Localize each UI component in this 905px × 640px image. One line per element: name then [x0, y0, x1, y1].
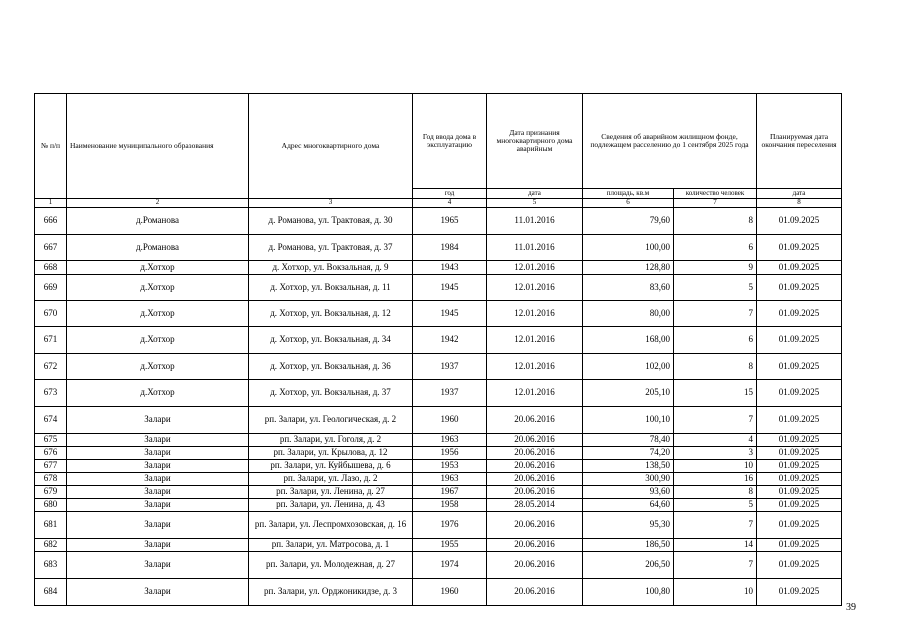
date-cell: 11.01.2016: [487, 208, 583, 235]
year-cell: 1937: [413, 380, 487, 407]
municipality-cell: д.Хотхор: [67, 275, 249, 301]
header-municipality: Наименование муниципального образования: [67, 94, 249, 199]
planned-date-cell: 01.09.2025: [757, 579, 842, 606]
municipality-cell: д.Хотхор: [67, 327, 249, 354]
people-cell: 8: [674, 208, 757, 235]
housing-table: [34, 93, 842, 606]
planned-date-cell: 01.09.2025: [757, 539, 842, 552]
column-number: 5: [487, 199, 583, 208]
address-cell: рп. Залари, ул. Матросова, д. 1: [249, 539, 413, 552]
people-cell: 5: [674, 499, 757, 512]
row-number: 680: [35, 499, 67, 512]
people-cell: 15: [674, 380, 757, 407]
planned-date-cell: 01.09.2025: [757, 460, 842, 473]
row-number: 675: [35, 434, 67, 447]
planned-date-cell: 01.09.2025: [757, 380, 842, 407]
address-cell: рп. Залари, ул. Ленина, д. 27: [249, 486, 413, 499]
area-cell: 300,90: [583, 473, 674, 486]
year-cell: 1943: [413, 261, 487, 275]
table-row: [35, 380, 842, 407]
area-cell: 100,10: [583, 407, 674, 434]
address-cell: д. Хотхор, ул. Вокзальная, д. 37: [249, 380, 413, 407]
area-cell: 138,50: [583, 460, 674, 473]
area-cell: 78,40: [583, 434, 674, 447]
unit-plan-date: дата: [757, 189, 842, 199]
table-row: [35, 407, 842, 434]
table-row: [35, 512, 842, 539]
municipality-cell: д.Хотхор: [67, 354, 249, 380]
date-cell: 20.06.2016: [487, 579, 583, 606]
unit-area: площадь, кв.м: [583, 189, 674, 199]
date-cell: 12.01.2016: [487, 301, 583, 327]
people-cell: 7: [674, 512, 757, 539]
year-cell: 1945: [413, 301, 487, 327]
table-row: [35, 208, 842, 235]
address-cell: рп. Залари, ул. Куйбышева, д. 6: [249, 460, 413, 473]
date-cell: 12.01.2016: [487, 380, 583, 407]
people-cell: 7: [674, 407, 757, 434]
year-cell: 1965: [413, 208, 487, 235]
unit-year: год: [413, 189, 487, 199]
planned-date-cell: 01.09.2025: [757, 473, 842, 486]
area-cell: 100,00: [583, 235, 674, 261]
header-address: Адрес многоквартирного дома: [249, 94, 413, 199]
planned-date-cell: 01.09.2025: [757, 327, 842, 354]
page-number: 39: [846, 602, 856, 613]
table-row: [35, 301, 842, 327]
year-cell: 1945: [413, 275, 487, 301]
address-cell: рп. Залари, ул. Ленина, д. 43: [249, 499, 413, 512]
table-row: [35, 275, 842, 301]
column-number: 4: [413, 199, 487, 208]
planned-date-cell: 01.09.2025: [757, 552, 842, 579]
date-cell: 20.06.2016: [487, 473, 583, 486]
date-cell: 12.01.2016: [487, 354, 583, 380]
year-cell: 1956: [413, 447, 487, 460]
people-cell: 6: [674, 327, 757, 354]
date-cell: 20.06.2016: [487, 539, 583, 552]
column-number-row: [35, 199, 842, 208]
header-emergency-date: Дата признания многоквартирного дома аварийным: [487, 94, 583, 189]
municipality-cell: Залари: [67, 434, 249, 447]
address-cell: рп. Залари, ул. Геологическая, д. 2: [249, 407, 413, 434]
unit-date: дата: [487, 189, 583, 199]
people-cell: 3: [674, 447, 757, 460]
municipality-cell: Залари: [67, 447, 249, 460]
unit-people: количество человек: [674, 189, 757, 199]
row-number: 672: [35, 354, 67, 380]
municipality-cell: д.Романова: [67, 235, 249, 261]
area-cell: 93,60: [583, 486, 674, 499]
planned-date-cell: 01.09.2025: [757, 208, 842, 235]
date-cell: 12.01.2016: [487, 261, 583, 275]
table-row: [35, 473, 842, 486]
year-cell: 1953: [413, 460, 487, 473]
date-cell: 20.06.2016: [487, 512, 583, 539]
area-cell: 168,00: [583, 327, 674, 354]
area-cell: 128,80: [583, 261, 674, 275]
table-row: [35, 486, 842, 499]
municipality-cell: Залари: [67, 539, 249, 552]
row-number: 679: [35, 486, 67, 499]
area-cell: 64,60: [583, 499, 674, 512]
area-cell: 100,80: [583, 579, 674, 606]
municipality-cell: Залари: [67, 579, 249, 606]
date-cell: 20.06.2016: [487, 407, 583, 434]
date-cell: 20.06.2016: [487, 486, 583, 499]
table-row: [35, 354, 842, 380]
year-cell: 1963: [413, 473, 487, 486]
municipality-cell: Залари: [67, 499, 249, 512]
date-cell: 20.06.2016: [487, 552, 583, 579]
planned-date-cell: 01.09.2025: [757, 275, 842, 301]
row-number: 677: [35, 460, 67, 473]
municipality-cell: д.Романова: [67, 208, 249, 235]
address-cell: рп. Залари, ул. Крылова, д. 12: [249, 447, 413, 460]
year-cell: 1942: [413, 327, 487, 354]
row-number: 676: [35, 447, 67, 460]
area-cell: 205,10: [583, 380, 674, 407]
row-number: 670: [35, 301, 67, 327]
date-cell: 20.06.2016: [487, 447, 583, 460]
planned-date-cell: 01.09.2025: [757, 512, 842, 539]
people-cell: 4: [674, 434, 757, 447]
row-number: 684: [35, 579, 67, 606]
planned-date-cell: 01.09.2025: [757, 301, 842, 327]
municipality-cell: Залари: [67, 486, 249, 499]
municipality-cell: Залари: [67, 552, 249, 579]
planned-date-cell: 01.09.2025: [757, 261, 842, 275]
row-number: 674: [35, 407, 67, 434]
table-row: [35, 235, 842, 261]
address-cell: д. Романова, ул. Трактовая, д. 37: [249, 235, 413, 261]
people-cell: 10: [674, 460, 757, 473]
municipality-cell: д.Хотхор: [67, 301, 249, 327]
date-cell: 28.05.2014: [487, 499, 583, 512]
year-cell: 1960: [413, 407, 487, 434]
header-num: № п/п: [35, 94, 67, 199]
people-cell: 7: [674, 552, 757, 579]
year-cell: 1976: [413, 512, 487, 539]
table-body: [35, 208, 842, 606]
table-row: [35, 434, 842, 447]
row-number: 668: [35, 261, 67, 275]
table-row: [35, 261, 842, 275]
year-cell: 1984: [413, 235, 487, 261]
area-cell: 102,00: [583, 354, 674, 380]
address-cell: д. Хотхор, ул. Вокзальная, д. 12: [249, 301, 413, 327]
date-cell: 11.01.2016: [487, 235, 583, 261]
planned-date-cell: 01.09.2025: [757, 499, 842, 512]
area-cell: 83,60: [583, 275, 674, 301]
row-number: 673: [35, 380, 67, 407]
address-cell: д. Хотхор, ул. Вокзальная, д. 34: [249, 327, 413, 354]
area-cell: 206,50: [583, 552, 674, 579]
row-number: 681: [35, 512, 67, 539]
address-cell: рп. Залари, ул. Леспромхозовская, д. 16: [249, 512, 413, 539]
table-row: [35, 327, 842, 354]
date-cell: 12.01.2016: [487, 275, 583, 301]
column-number: 2: [67, 199, 249, 208]
address-cell: д. Хотхор, ул. Вокзальная, д. 36: [249, 354, 413, 380]
planned-date-cell: 01.09.2025: [757, 354, 842, 380]
address-cell: д. Хотхор, ул. Вокзальная, д. 11: [249, 275, 413, 301]
planned-date-cell: 01.09.2025: [757, 486, 842, 499]
address-cell: рп. Залари, ул. Гоголя, д. 2: [249, 434, 413, 447]
area-cell: 186,50: [583, 539, 674, 552]
column-number: 1: [35, 199, 67, 208]
address-cell: рп. Залари, ул. Орджоникидзе, д. 3: [249, 579, 413, 606]
people-cell: 14: [674, 539, 757, 552]
people-cell: 5: [674, 275, 757, 301]
year-cell: 1967: [413, 486, 487, 499]
row-number: 667: [35, 235, 67, 261]
table-row: [35, 552, 842, 579]
planned-date-cell: 01.09.2025: [757, 447, 842, 460]
address-cell: рп. Залари, ул. Молодежная, д. 27: [249, 552, 413, 579]
column-number: 8: [757, 199, 842, 208]
municipality-cell: д.Хотхор: [67, 261, 249, 275]
year-cell: 1960: [413, 579, 487, 606]
table-row: [35, 539, 842, 552]
row-number: 669: [35, 275, 67, 301]
date-cell: 12.01.2016: [487, 327, 583, 354]
header-year: Год ввода дома в эксплуатацию: [413, 94, 487, 189]
planned-date-cell: 01.09.2025: [757, 407, 842, 434]
people-cell: 7: [674, 301, 757, 327]
year-cell: 1955: [413, 539, 487, 552]
year-cell: 1958: [413, 499, 487, 512]
area-cell: 79,60: [583, 208, 674, 235]
planned-date-cell: 01.09.2025: [757, 434, 842, 447]
address-cell: д. Хотхор, ул. Вокзальная, д. 9: [249, 261, 413, 275]
year-cell: 1974: [413, 552, 487, 579]
municipality-cell: Залари: [67, 473, 249, 486]
area-cell: 95,30: [583, 512, 674, 539]
people-cell: 16: [674, 473, 757, 486]
header-planned-date: Планируемая дата окончания переселения: [757, 94, 842, 189]
municipality-cell: Залари: [67, 407, 249, 434]
year-cell: 1937: [413, 354, 487, 380]
municipality-cell: Залари: [67, 460, 249, 473]
row-number: 683: [35, 552, 67, 579]
area-cell: 80,00: [583, 301, 674, 327]
people-cell: 10: [674, 579, 757, 606]
address-cell: рп. Залари, ул. Лазо, д. 2: [249, 473, 413, 486]
year-cell: 1963: [413, 434, 487, 447]
row-number: 682: [35, 539, 67, 552]
header-housing-info: Сведения об аварийном жилищном фонде, подлежащем расселению до 1 сентября 2025 года: [583, 94, 757, 189]
table-row: [35, 499, 842, 512]
date-cell: 20.06.2016: [487, 434, 583, 447]
table-row: [35, 579, 842, 606]
planned-date-cell: 01.09.2025: [757, 235, 842, 261]
area-cell: 74,20: [583, 447, 674, 460]
table-row: [35, 460, 842, 473]
people-cell: 6: [674, 235, 757, 261]
municipality-cell: д.Хотхор: [67, 380, 249, 407]
row-number: 678: [35, 473, 67, 486]
people-cell: 9: [674, 261, 757, 275]
column-number: 7: [674, 199, 757, 208]
table-row: [35, 447, 842, 460]
column-number: 3: [249, 199, 413, 208]
people-cell: 8: [674, 486, 757, 499]
date-cell: 20.06.2016: [487, 460, 583, 473]
column-number: 6: [583, 199, 674, 208]
people-cell: 8: [674, 354, 757, 380]
municipality-cell: Залари: [67, 512, 249, 539]
address-cell: д. Романова, ул. Трактовая, д. 30: [249, 208, 413, 235]
row-number: 671: [35, 327, 67, 354]
row-number: 666: [35, 208, 67, 235]
